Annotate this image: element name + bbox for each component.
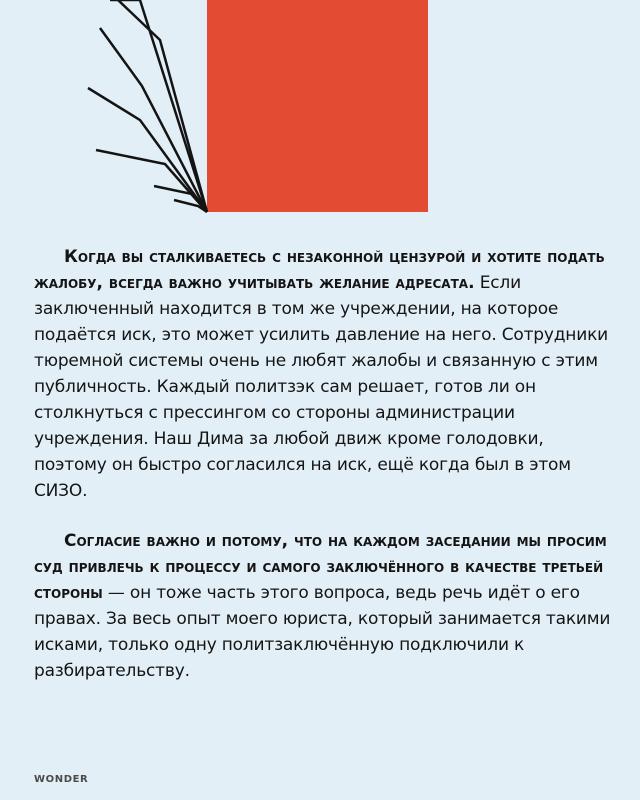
paragraph-2-lead: Согласие важно и потому, что на каждом заседании мы просим суд привлечь к процессу и самого заключённого в качестве третьей стороны	[34, 531, 607, 603]
paragraph-2-body: — он тоже часть этого вопроса, ведь речь идёт о его правах. За весь опыт моего юриста, который занимается такими исками, только одну политзаключённую подключили к разбирательству.	[34, 583, 611, 681]
red-square	[207, 0, 428, 212]
paragraph-2	[34, 528, 618, 684]
book-pages-icon	[0, 0, 640, 220]
article-body	[34, 244, 618, 684]
paragraph-1-lead: Когда вы сталкиваетесь с незаконной цензурой и хотите подать жалобу, всегда важно учитывать желание адресата.	[34, 247, 605, 293]
page-line-3	[100, 28, 207, 212]
brand-logo: WONDER	[34, 774, 89, 785]
paragraph-1	[34, 244, 618, 504]
page-line-1	[110, 0, 207, 212]
paragraph-1-body: Если заключенный находится в том же учреждении, на которое подаётся иск, это может усилить давление на него. Сотрудники тюремной системы очень не любят жалобы и связанную с этим публичность. Каждый политзэк сам решает, готов ли он столкнуться с прессингом со стороны администрации учреждения. Наш Дима за любой движ кроме голодовки, поэтому он быстро согласился на иск, ещё когда был в этом СИЗО.	[34, 273, 608, 501]
page-line-2	[118, 0, 207, 212]
